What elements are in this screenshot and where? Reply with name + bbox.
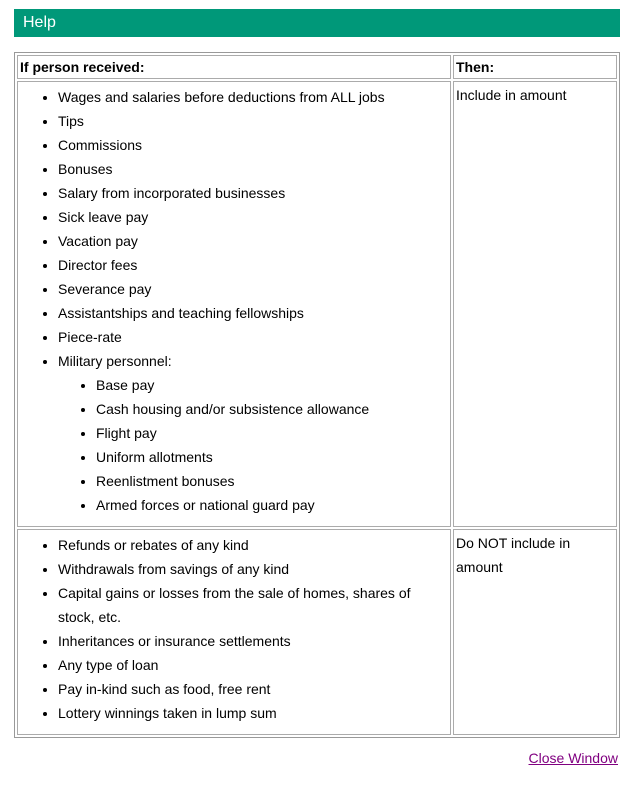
sub-list-item: • Flight pay	[96, 421, 448, 445]
footer	[14, 750, 618, 768]
then-cell: Include in amount	[453, 81, 617, 527]
list-item: • Piece-rate	[58, 325, 448, 349]
help-table-head	[17, 55, 617, 79]
table-row	[17, 81, 617, 527]
list-item: • Military personnel: • Base pay • Cash housing and/or subsistence allowance • Flight pay • Uniform allotments • Reenlistment bonuses • Armed forces or national guard pay	[58, 349, 448, 517]
list-item: • Refunds or rebates of any kind	[58, 533, 448, 557]
column-header-if-received: If person received:	[17, 55, 451, 79]
sub-list-item: • Armed forces or national guard pay	[96, 493, 448, 517]
sub-list-item: • Reenlistment bonuses	[96, 469, 448, 493]
list-item: • Wages and salaries before deductions from ALL jobs	[58, 85, 448, 109]
help-table	[14, 52, 620, 738]
close-window-link[interactable]: Close Window	[528, 750, 618, 766]
sub-list-item: • Base pay	[96, 373, 448, 397]
list-item: • Commissions	[58, 133, 448, 157]
list-item: • Inheritances or insurance settlements	[58, 629, 448, 653]
if-received-cell	[17, 529, 451, 735]
help-table-body	[17, 81, 617, 735]
received-list	[20, 85, 448, 517]
list-item: • Any type of loan	[58, 653, 448, 677]
table-row	[17, 529, 617, 735]
sub-list-item: • Uniform allotments	[96, 445, 448, 469]
list-item: • Withdrawals from savings of any kind	[58, 557, 448, 581]
list-item: • Vacation pay	[58, 229, 448, 253]
page-title: Help	[23, 14, 56, 31]
sub-list-item: • Cash housing and/or subsistence allowance	[96, 397, 448, 421]
list-item: • Sick leave pay	[58, 205, 448, 229]
list-item: • Severance pay	[58, 277, 448, 301]
list-item: • Capital gains or losses from the sale of homes, shares of stock, etc.	[58, 581, 448, 629]
column-header-then: Then:	[453, 55, 617, 79]
sub-list	[58, 373, 448, 517]
received-list	[20, 533, 448, 725]
header-row	[17, 55, 617, 79]
list-item: • Assistantships and teaching fellowships	[58, 301, 448, 325]
list-item: • Director fees	[58, 253, 448, 277]
help-title-bar	[14, 9, 620, 37]
help-page	[14, 9, 620, 768]
list-item: • Lottery winnings taken in lump sum	[58, 701, 448, 725]
then-cell: Do NOT include in amount	[453, 529, 617, 735]
list-item: • Tips	[58, 109, 448, 133]
list-item: • Bonuses	[58, 157, 448, 181]
if-received-cell	[17, 81, 451, 527]
list-item: • Pay in-kind such as food, free rent	[58, 677, 448, 701]
list-item: • Salary from incorporated businesses	[58, 181, 448, 205]
